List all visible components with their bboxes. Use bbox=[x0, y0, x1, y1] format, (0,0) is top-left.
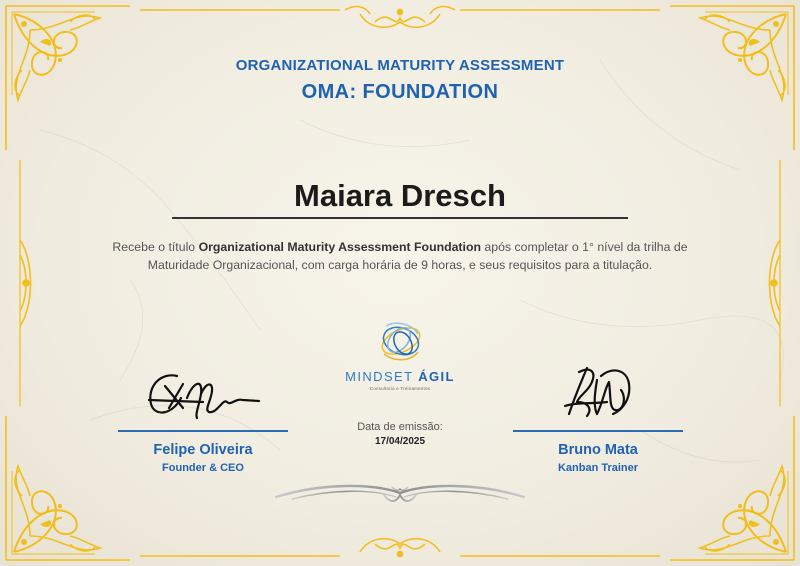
signature-line-right bbox=[513, 430, 683, 432]
issue-date-label: Data de emissão: bbox=[357, 421, 443, 433]
description-suffix: após completar o 1° nível da trilha de Maturidade Organizacional, com carga horária de 9 horas, e seus requisitos para a titulação. bbox=[147, 240, 688, 272]
logo-wordmark bbox=[330, 369, 470, 384]
certificate-subtitle: OMA: FOUNDATION bbox=[301, 81, 499, 103]
mindset-agil-logo-icon bbox=[372, 316, 430, 366]
certificate-description bbox=[80, 238, 720, 274]
description-course-name: Organizational Maturity Assessment Foundation bbox=[198, 240, 481, 254]
signatory-role-left: Founder & CEO bbox=[162, 462, 244, 474]
recipient-name: Maiara Dresch bbox=[294, 178, 506, 213]
description-prefix: Recebe o título bbox=[112, 240, 199, 254]
signatory-role-right: Kanban Trainer bbox=[557, 462, 639, 474]
logo-name-part1: MINDSET bbox=[345, 369, 414, 384]
logo-tagline: Consultoria e Treinamentos bbox=[369, 386, 431, 391]
logo-name-part2: ÁGIL bbox=[418, 369, 455, 384]
silver-ribbon-flourish-icon bbox=[272, 477, 528, 507]
signatory-name-right: Bruno Mata bbox=[558, 442, 638, 458]
issue-date: 17/04/2025 bbox=[374, 436, 426, 447]
certificate-title: ORGANIZATIONAL MATURITY ASSESSMENT bbox=[235, 57, 565, 74]
signatory-name-left: Felipe Oliveira bbox=[153, 442, 253, 458]
signature-felipe-oliveira bbox=[143, 368, 263, 424]
signature-bruno-mata bbox=[557, 362, 637, 424]
signature-line-left bbox=[118, 430, 288, 432]
recipient-name-underline bbox=[172, 217, 628, 219]
